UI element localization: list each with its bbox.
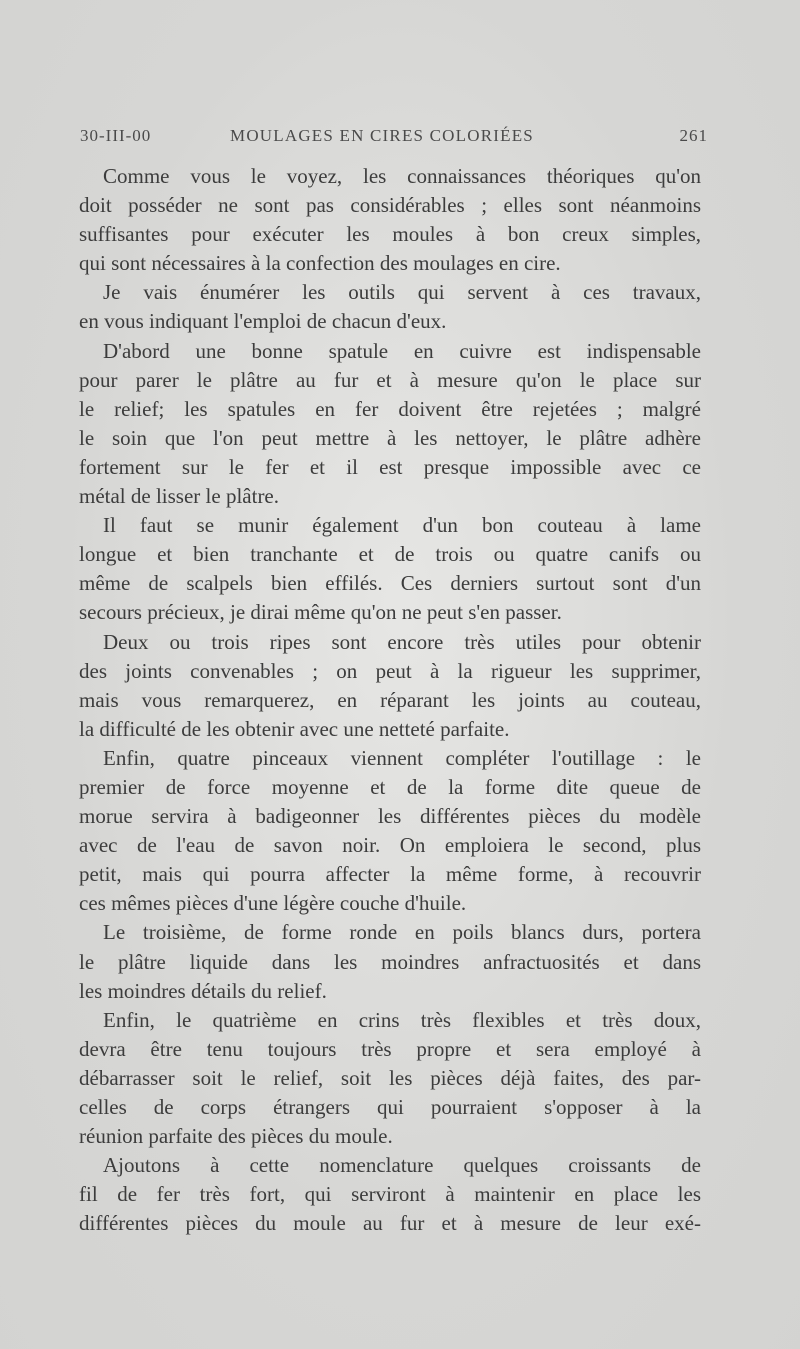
paragraph xyxy=(79,744,701,919)
text-line: mais vous remarquerez, en réparant les joints au couteau, xyxy=(79,687,701,712)
text-line: avec de l'eau de savon noir. On emploiera le second, plus xyxy=(79,833,701,858)
paragraph xyxy=(79,278,701,336)
paragraph xyxy=(79,162,701,278)
text-line: en vous indiquant l'emploi de chacun d'eux. xyxy=(79,309,447,334)
text-line: qui sont nécessaires à la confection des moulages en cire. xyxy=(79,251,561,276)
text-line: ces mêmes pièces d'une légère couche d'huile. xyxy=(79,891,467,916)
text-line: le soin que l'on peut mettre à les nettoyer, le plâtre adhère xyxy=(79,425,701,450)
header-title: MOULAGES EN CIRES COLORIÉES xyxy=(230,126,534,145)
text-line: fil de fer très fort, qui serviront à maintenir en place les xyxy=(79,1182,701,1207)
text-line: secours précieux, je dirai même qu'on ne peut s'en passer. xyxy=(79,600,562,625)
text-line: Ajoutons à cette nomenclature quelques croissants de xyxy=(103,1153,701,1178)
text-line: morue servira à badigeonner les différentes pièces du modèle xyxy=(79,804,701,829)
text-line: différentes pièces du moule au fur et à mesure de leur exé- xyxy=(79,1211,701,1236)
text-line: Enfin, le quatrième en crins très flexibles et très doux, xyxy=(103,1007,701,1032)
text-line: des joints convenables ; on peut à la rigueur les supprimer, xyxy=(79,658,701,683)
text-line: Enfin, quatre pinceaux viennent compléter l'outillage : le xyxy=(103,745,701,770)
text-line: devra être tenu toujours très propre et sera employé à xyxy=(79,1036,701,1061)
text-line: la difficulté de les obtenir avec une netteté parfaite. xyxy=(79,716,510,741)
text-line: Deux ou trois ripes sont encore très utiles pour obtenir xyxy=(103,629,701,654)
text-line: les moindres détails du relief. xyxy=(79,978,327,1003)
body-text xyxy=(79,162,701,1238)
text-line: même de scalpels bien effilés. Ces derniers surtout sont d'un xyxy=(79,571,701,596)
text-line: Il faut se munir également d'un bon couteau à lame xyxy=(103,513,701,538)
paragraph xyxy=(79,1006,701,1151)
text-line: pour parer le plâtre au fur et à mesure qu'on le place sur xyxy=(79,367,701,392)
text-line: le relief; les spatules en fer doivent être rejetées ; malgré xyxy=(79,396,701,421)
paragraph xyxy=(79,1151,701,1238)
text-line: le plâtre liquide dans les moindres anfractuosités et dans xyxy=(79,949,701,974)
text-line: fortement sur le fer et il est presque impossible avec ce xyxy=(79,454,701,479)
text-line: premier de force moyenne et de la forme dite queue de xyxy=(79,774,701,799)
text-line: petit, mais qui pourra affecter la même forme, à recouvrir xyxy=(79,862,701,887)
text-line: celles de corps étrangers qui pourraient s'opposer à la xyxy=(79,1095,701,1119)
text-line: Le troisième, de forme ronde en poils blancs durs, portera xyxy=(103,920,701,945)
text-line: longue et bien tranchante et de trois ou quatre canifs ou xyxy=(79,542,701,567)
running-header xyxy=(80,126,708,156)
text-line: Comme vous le voyez, les connaissances théoriques qu'on xyxy=(103,164,701,188)
text-line: débarrasser soit le relief, soit les pièces déjà faites, des par- xyxy=(79,1065,701,1090)
paragraph xyxy=(79,511,701,627)
text-line: D'abord une bonne spatule en cuivre est indispensable xyxy=(103,338,701,363)
paragraph xyxy=(79,628,701,744)
paragraph xyxy=(79,337,701,512)
text-line: réunion parfaite des pièces du moule. xyxy=(79,1124,393,1149)
paragraph xyxy=(79,918,701,1005)
text-line: doit posséder ne sont pas considérables ; elles sont néanmoins xyxy=(79,193,701,218)
text-line: suffisantes pour exécuter les moules à bon creux simples, xyxy=(79,222,701,247)
header-date: 30-III-00 xyxy=(80,126,152,145)
text-line: métal de lisser le plâtre. xyxy=(79,484,280,509)
text-line: Je vais énumérer les outils qui servent à ces travaux, xyxy=(103,280,701,305)
page-number: 261 xyxy=(679,126,708,145)
